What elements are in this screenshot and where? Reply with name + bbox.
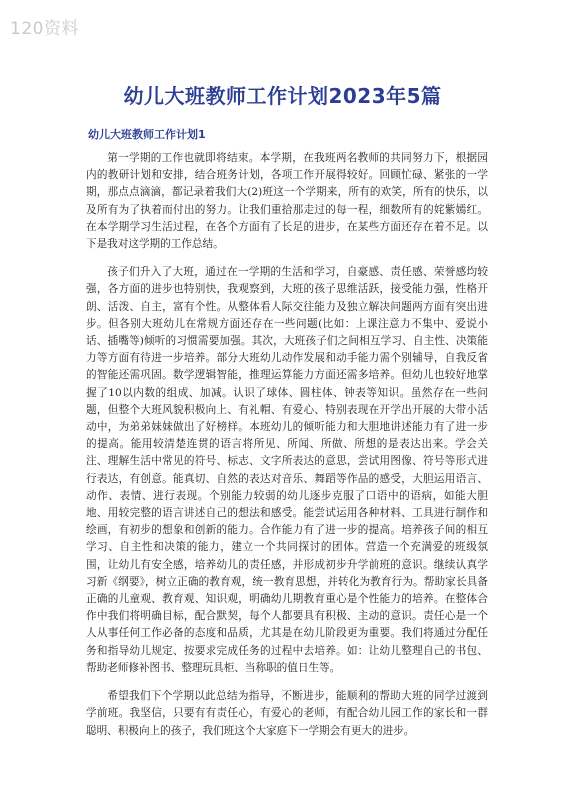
document-body	[86, 150, 488, 751]
watermark: 120资料	[10, 19, 79, 39]
paragraph-2: 孩子们升入了大班，通过在一学期的生活和学习，自豪感、责任感、荣誉感均较强，各方面的进步也特别快，我观察到，大班的孩子思维活跃，接受能力强，性格开朗、活泼、自主，富有个性。从整体看人际交往能力及独立解决问题两方面有突出进步。但各别大班幼儿在常规方面还存在一些问题(比如：上课注意力不集中、爱说小话、插嘴等)倾听的习惯需要加强。其次，大班孩子们之间相互学习、自主性、决策能力等方面有待进一步培养。部分大班幼儿动作发展和动手能力需个别辅导，自我反省的智能还需巩固。数学逻辑智能，推理运算能力方面还需多培养。但幼儿也较好地掌握了10以内数的组成、加减。认识了球体、圆柱体、钟表等知识。虽然存在一些问题，但整个大班风貌积极向上、有礼帽、有爱心、特别表现在开学出开展的大带小活动中，为弟弟妹妹做出了好榜样。本班幼儿的倾听能力和大胆地讲述能力有了进一步的提高。能用较清楚连贯的语言将所见、所闻、所做、所想的是表达出来。学会关注、理解生活中常见的符号、标志、文字所表达的意思，尝试用图像、符号等形式进行表达，有创意。能真切、自然的表达对音乐、舞蹈等作品的感受，大胆运用语言、动作、表情、进行表现。个别能力较弱的幼儿逐步克服了口语中的语病，如能大胆地、用较完整的语言讲述自己的想法和感受。能尝试运用各种材料、工具进行制作和绘画，有初步的想象和创新的能力。合作能力有了进一步的提高。培养孩子间的相互学习、自主性和决策的能力，建立一个共同探讨的团体。营造一个充满爱的班级氛围，让幼儿有安全感，培养幼儿的责任感，并形成初步升学前班的意识。继续认真学习新《纲要》，树立正确的教育观，统一教育思想，并转化为教育行为。帮助家长具备正确的儿童观、教育观、知识观，明确幼儿期教育重心是个性能力的培养。在整体合作中我们将明确目标，配合默契，每个人都要具有积极、主动的意识。责任心是一个人从事任何工作必备的态度和品质，尤其是在幼儿阶段更为重要。我们将通过分配任务和指导幼儿规定、按要求完成任务的过程中去培养。如：让幼儿整理自己的书包、帮助老师修补图书、整理玩具柜、当称职的值日生等。	[86, 266, 488, 674]
page-title: 幼儿大班教师工作计划2023年5篇	[123, 84, 442, 108]
paragraph-1: 第一学期的工作也就即将结束。本学期，在我班两名教师的共同努力下，根据园内的教研计划和安排，结合班务计划，各项工作开展得较好。回顾忙碌、紧张的一学期，那点点滴滴，都记录着我们大(2)班这一个学期来，所有的欢笑，所有的快乐，以及所有为了执着而付出的努力。让我们重拾那走过的每一程，细数所有的姹紫嫣红。在本学期学习生活过程，在各个方面有了长足的进步，在某些方面还存在着不足。以下是我对这学期的工作总结。	[86, 152, 488, 251]
paragraph-3: 希望我们下个学期以此总结为指导，不断进步，能顺利的帮助大班的同学过渡到学前班。我坚信，只要有有责任心，有爱心的老师，有配合幼儿园工作的家长和一群聪明、积极向上的孩子，我们班这个大家庭下一学期会有更大的进步。	[86, 690, 488, 737]
section-heading: 幼儿大班教师工作计划1	[88, 128, 206, 141]
